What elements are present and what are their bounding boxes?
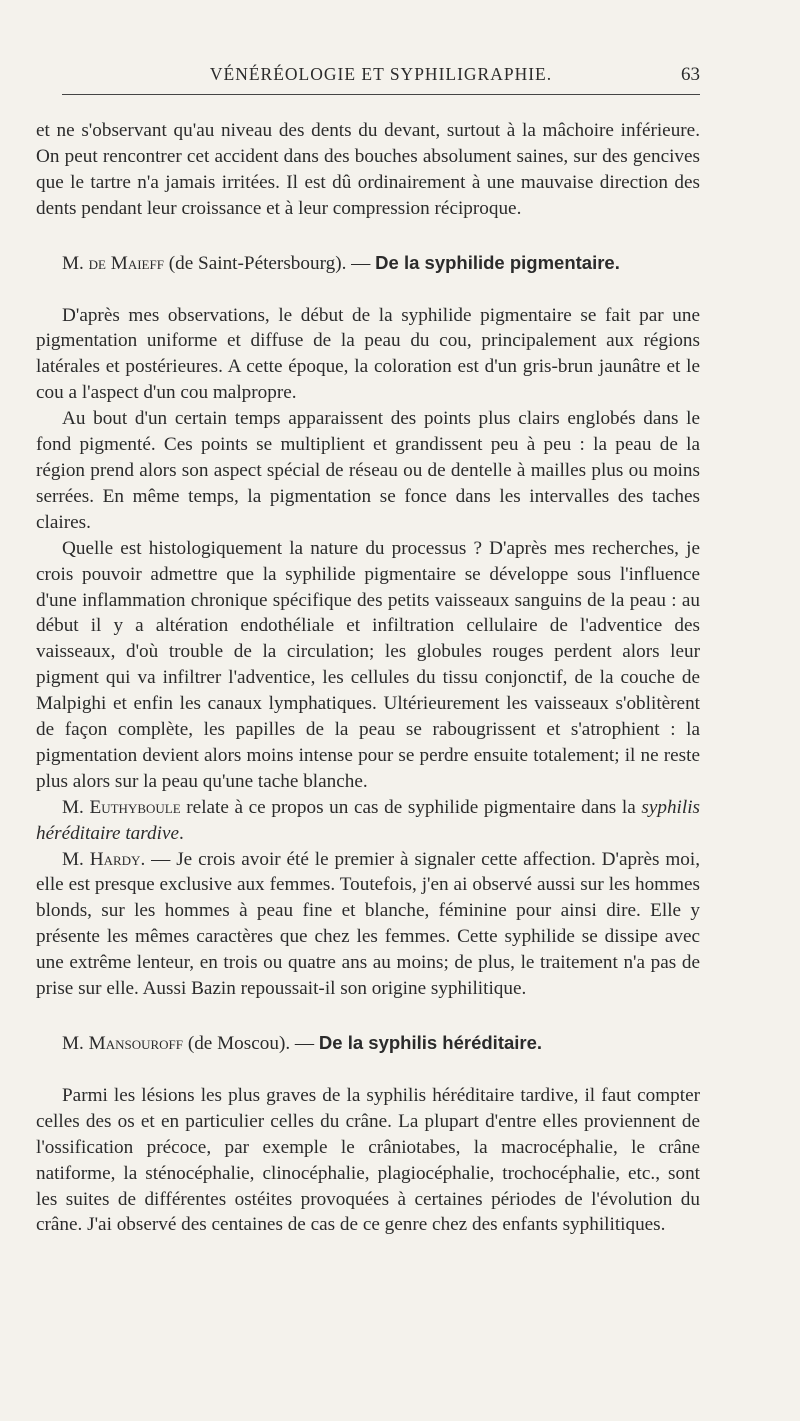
author-name: de Maieff xyxy=(88,252,164,274)
section-heading-mansouroff xyxy=(36,1030,700,1057)
author-name: Mansouroff xyxy=(88,1033,184,1054)
section-prefix: M. xyxy=(62,252,89,274)
italic-term: syphilis héréditaire tardive xyxy=(36,796,701,844)
section-title: De la syphilis héréditaire. xyxy=(318,1032,543,1053)
paragraph-continuation: et ne s'observant qu'au niveau des dents du devant, surtout à la mâchoire inférieure. On peut rencontrer cet accident dans des bouches absolument saines, sur des gencives que le tartre n'a jamais irritées. Il est dû ordinairement à une mauvaise direction des dents pendant leur croissance et à leur compression réciproque. xyxy=(36,120,700,219)
speaker-name: Hardy xyxy=(89,848,141,870)
speaker-prefix: M. xyxy=(62,796,90,818)
author-location: (de Moscou). — xyxy=(183,1033,319,1054)
paragraph-text: . — Je crois avoir été le premier à signaler cette affection. D'après moi, elle est presque exclusive aux femmes. Toutefois, j'en ai observé aussi sur les hommes blonds, sur les hommes à peau fine et blanche, féminine pour ainsi dire. Elle y présente les mêmes caractères que chez les femmes. Cette syphilide se dissipe avec une extrême lenteur, en trois ou quatre ans au moins; de plus, le traitement n'a pas de prise sur elle. Aussi Bazin repoussait-il son origine syphilitique. xyxy=(36,848,700,1000)
section-title: De la syphilide pigmentaire. xyxy=(375,251,620,273)
page-number: 63 xyxy=(681,64,700,85)
paragraph-end: . xyxy=(178,822,184,844)
section-prefix: M. xyxy=(62,1033,89,1054)
author-location: (de Saint-Pétersbourg). — xyxy=(163,252,376,274)
paragraph: Parmi les lésions les plus graves de la syphilis héréditaire tardive, il faut compter celles des os et en particulier celles du crâne. La plupart d'entre elles proviennent de l'ossification précoce, par exemple le crâniotabes, la macrocéphalie, le crâne natiforme, la sténocéphalie, clinocéphalie, plagiocéphalie, trochocéphalie, etc., sont les suites de différentes ostéites provoquées à certaines périodes de l'évolution du crâne. J'ai observé des centaines de cas de ce genre chez des enfants syphilitiques. xyxy=(36,1084,700,1236)
paragraph-hardy xyxy=(36,847,700,1002)
body-text xyxy=(36,118,700,1238)
running-title: VÉNÉRÉOLOGIE ET SYPHILIGRAPHIE. xyxy=(209,64,553,84)
speaker-name: Euthyboule xyxy=(89,796,181,818)
paragraph-text: relate à ce propos un cas de syphilide pigmentaire dans la xyxy=(180,796,642,818)
paragraph: Au bout d'un certain temps apparaissent des points plus clairs englobés dans le fond pigmenté. Ces points se multiplient et grandissent peu à peu : la peau de la région prend alors son aspect spécial de réseau ou de dentelle à mailles plus ou moins serrées. En même temps, la pigmentation se fonce dans les intervalles des taches claires. xyxy=(36,408,700,533)
paragraph: Quelle est histologiquement la nature du processus ? D'après mes recherches, je crois pouvoir admettre que la syphilide pigmentaire se développe sous l'influence d'une inflammation chronique spécifique des petits vaisseaux sanguins de la peau : au début il y a altération endothéliale et infiltration cellulaire de l'adventice des vaisseaux, d'où trouble de la circulation; les globules rouges perdent alors leur pigment qui va infiltrer l'adventice, les cellules du tissu conjonctif, de la couche de Malpighi et enfin les canaux lymphatiques. Ultérieurement les vaisseaux s'oblitèrent de façon complète, les papilles de la peau se rabougrissent et s'atrophient : la pigmentation devient alors moins intense pour se perdre ensuite totalement; il ne reste plus alors sur la peau qu'une tache blanche. xyxy=(36,537,700,792)
section-heading-maieff xyxy=(36,250,700,277)
paragraph-euthyboule xyxy=(36,795,700,847)
paragraph: D'après mes observations, le début de la syphilide pigmentaire se fait par une pigmentation uniforme et diffuse de la peau du cou, principalement aux régions latérales et postérieures. A cette époque, la coloration est d'un gris-brun jaunâtre et le cou a l'aspect d'un cou malpropre. xyxy=(36,304,700,404)
speaker-prefix: M. xyxy=(62,848,90,870)
page-header xyxy=(62,64,700,95)
